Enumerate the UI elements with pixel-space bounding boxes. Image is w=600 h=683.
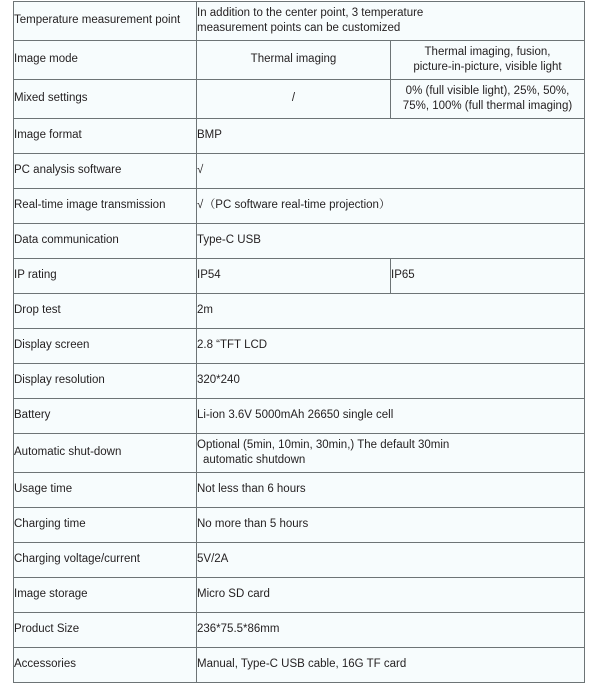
label-text: Temperature measurement point	[14, 14, 181, 27]
row-label-temperature-measurement-point	[14, 2, 197, 41]
row-value-accessories	[197, 647, 585, 682]
row-value-automatic-shut-down	[197, 433, 585, 472]
value-text: IP54	[197, 269, 221, 282]
table-row	[14, 472, 585, 507]
row-label-image-mode	[14, 40, 197, 79]
row-value-image-mode-left	[197, 40, 391, 79]
label-text: Product Size	[14, 623, 80, 636]
table-row	[14, 293, 585, 328]
value-text: Thermal imaging	[250, 53, 337, 66]
label-text: Automatic shut-down	[14, 446, 122, 459]
label-text: Image storage	[14, 588, 88, 601]
value-line-2: measurement points can be customized	[197, 21, 401, 34]
value-line-1: 0% (full visible light), 25%, 50%,	[405, 84, 570, 97]
row-value-mixed-settings-right	[391, 79, 585, 118]
row-value-display-resolution	[197, 363, 585, 398]
table-row	[14, 398, 585, 433]
label-text: Display resolution	[14, 374, 105, 387]
value-text: Li-ion 3.6V 5000mAh 26650 single cell	[197, 409, 394, 422]
value-text: BMP	[197, 129, 222, 142]
row-value-pc-analysis-software	[197, 153, 585, 188]
value-text: /	[291, 92, 296, 105]
value-text: Type-C USB	[197, 234, 261, 247]
table-row	[14, 507, 585, 542]
label-text: Battery	[14, 409, 51, 422]
row-value-drop-test	[197, 293, 585, 328]
table-row	[14, 433, 585, 472]
table-row	[14, 542, 585, 577]
label-text: Charging time	[14, 518, 86, 531]
row-value-ip-rating-right	[391, 258, 585, 293]
value-text: 236*75.5*86mm	[197, 623, 280, 636]
row-label-accessories	[14, 647, 197, 682]
label-text: Real-time image transmission	[14, 199, 166, 212]
value-text: Micro SD card	[197, 588, 270, 601]
specification-table-container	[13, 1, 585, 683]
label-text: Charging voltage/current	[14, 553, 140, 566]
table-row	[14, 612, 585, 647]
label-text: Accessories	[14, 658, 76, 671]
row-value-image-format	[197, 118, 585, 153]
value-text: IP65	[391, 269, 415, 282]
value-text: Not less than 6 hours	[197, 483, 306, 496]
value-line-2: 75%, 100% (full thermal imaging)	[402, 99, 573, 112]
label-text: Usage time	[14, 483, 73, 496]
table-row	[14, 118, 585, 153]
table-row	[14, 188, 585, 223]
row-label-automatic-shut-down	[14, 433, 197, 472]
value-text: No more than 5 hours	[197, 518, 309, 531]
row-label-mixed-settings	[14, 79, 197, 118]
table-row	[14, 40, 585, 79]
table-row	[14, 2, 585, 41]
row-label-image-storage	[14, 577, 197, 612]
value-line-2: picture-in-picture, visible light	[413, 60, 562, 73]
row-label-data-communication	[14, 223, 197, 258]
label-text: Drop test	[14, 304, 61, 317]
row-label-real-time-image-transmission	[14, 188, 197, 223]
specification-table	[13, 1, 585, 683]
value-text: 320*240	[197, 374, 240, 387]
row-label-product-size	[14, 612, 197, 647]
label-text: IP rating	[14, 269, 57, 282]
table-row	[14, 577, 585, 612]
label-text: PC analysis software	[14, 164, 122, 177]
value-text: 2.8 “TFT LCD	[197, 339, 268, 352]
row-value-charging-voltage-current	[197, 542, 585, 577]
value-text: 2m	[197, 304, 213, 317]
row-label-display-screen	[14, 328, 197, 363]
label-text: Mixed settings	[14, 92, 88, 105]
row-value-display-screen	[197, 328, 585, 363]
row-value-image-mode-right	[391, 40, 585, 79]
specification-table-body	[14, 2, 585, 683]
value-text: 5V/2A	[197, 553, 229, 566]
table-row	[14, 328, 585, 363]
value-text: （PC software real-time projection）	[203, 199, 391, 212]
table-row	[14, 79, 585, 118]
row-value-charging-time	[197, 507, 585, 542]
value-line-2: automatic shutdown	[203, 453, 306, 466]
label-text: Data communication	[14, 234, 119, 247]
value-line-1: In addition to the center point, 3 temperature	[197, 7, 424, 19]
label-text: Display screen	[14, 339, 90, 352]
table-row	[14, 223, 585, 258]
checkmark-icon: √	[197, 164, 204, 177]
table-row	[14, 647, 585, 682]
table-row	[14, 363, 585, 398]
row-label-image-format	[14, 118, 197, 153]
row-value-temperature-measurement-point	[197, 2, 585, 41]
table-row	[14, 153, 585, 188]
row-label-pc-analysis-software	[14, 153, 197, 188]
row-value-mixed-settings-left	[197, 79, 391, 118]
row-label-charging-time	[14, 507, 197, 542]
row-label-drop-test	[14, 293, 197, 328]
row-label-charging-voltage-current	[14, 542, 197, 577]
value-line-1: Thermal imaging, fusion,	[424, 45, 551, 58]
row-value-usage-time	[197, 472, 585, 507]
row-value-image-storage	[197, 577, 585, 612]
table-row	[14, 258, 585, 293]
row-value-battery	[197, 398, 585, 433]
row-value-ip-rating-left	[197, 258, 391, 293]
row-value-real-time-image-transmission	[197, 188, 585, 223]
row-value-product-size	[197, 612, 585, 647]
row-label-display-resolution	[14, 363, 197, 398]
row-value-data-communication	[197, 223, 585, 258]
checkmark-icon: √	[197, 199, 204, 212]
row-label-usage-time	[14, 472, 197, 507]
value-line-1: Optional (5min, 10min, 30min,) The default 30min	[197, 438, 450, 451]
label-text: Image mode	[14, 53, 78, 66]
value-text: Manual, Type-C USB cable, 16G TF card	[197, 658, 407, 671]
row-label-ip-rating	[14, 258, 197, 293]
row-label-battery	[14, 398, 197, 433]
label-text: Image format	[14, 129, 82, 142]
